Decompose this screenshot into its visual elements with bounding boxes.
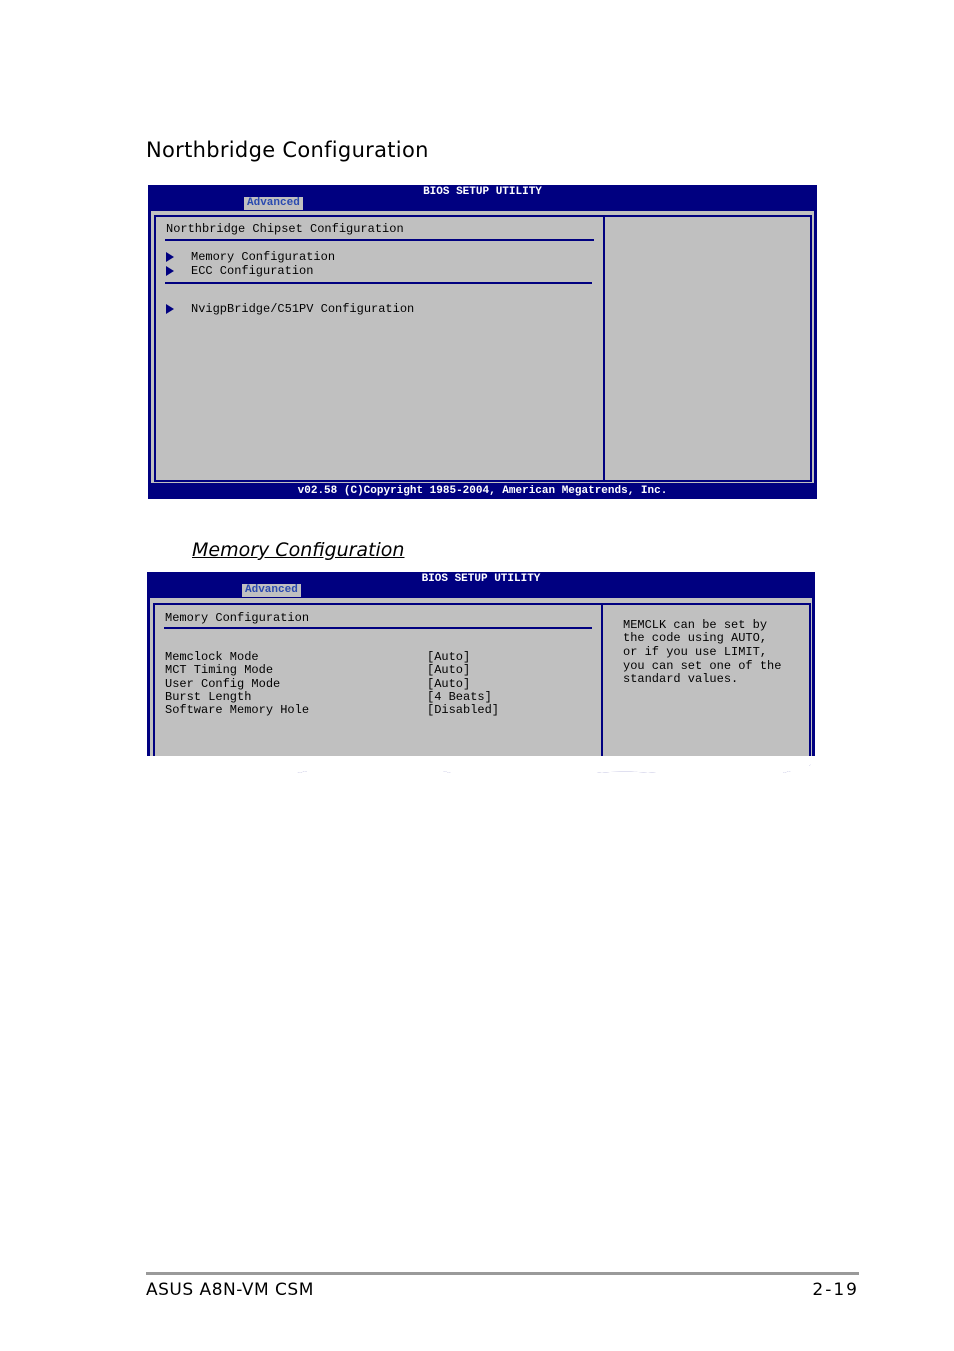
setting-burst-length-value[interactable]: [4 Beats] [427,690,492,704]
bios-header [147,572,815,598]
bios-copyright: v02.58 (C)Copyright 1985-2004, American Megatrends, Inc. [297,485,668,497]
setting-mct-timing-mode-value[interactable]: [Auto] [427,663,471,677]
setting-software-memory-hole[interactable]: Software Memory Hole [165,703,310,717]
heading-underline [164,627,592,629]
setting-memclock-mode[interactable]: Memclock Mode [165,650,259,664]
group-separator [165,282,592,284]
bios-screen-northbridge [148,185,817,499]
section-title: Northbridge Configuration [146,138,429,162]
setting-memclock-mode-value[interactable]: [Auto] [427,650,471,664]
bios-title: BIOS SETUP UTILITY [421,573,541,585]
tab-advanced[interactable]: Advanced [242,584,301,597]
menu-heading: Memory Configuration [165,611,310,625]
submenu-arrow-icon [166,252,174,262]
help-text: standard values. [623,672,739,686]
bios-screen-memory [147,572,815,761]
help-text: MEMCLK can be set by [623,618,768,632]
submenu-arrow-icon [166,304,174,314]
setting-burst-length[interactable]: Burst Length [165,690,252,704]
bios-header [148,185,817,211]
menu-item-memory-configuration[interactable]: Memory Configuration [191,250,336,264]
menu-item-nvigpbridge-configuration[interactable]: NvigpBridge/C51PV Configuration [191,302,415,316]
heading-underline [165,239,594,241]
tab-advanced[interactable]: Advanced [244,197,303,210]
panel-divider [603,215,605,482]
footer-rule [146,1272,859,1275]
submenu-arrow-icon [166,266,174,276]
setting-user-config-mode-value[interactable]: [Auto] [427,677,471,691]
setting-software-memory-hole-value[interactable]: [Disabled] [427,703,500,717]
subsection-title: Memory Configuration [192,539,405,561]
bios-title: BIOS SETUP UTILITY [423,186,542,198]
footer-page-number: 2-19 [812,1280,859,1300]
footer-model: ASUS A8N-VM CSM [146,1280,314,1300]
setting-mct-timing-mode[interactable]: MCT Timing Mode [165,663,274,677]
panel-divider [601,603,603,761]
help-text: or if you use LIMIT, [623,645,768,659]
torn-edge [140,756,820,790]
setting-user-config-mode[interactable]: User Config Mode [165,677,281,691]
menu-item-ecc-configuration[interactable]: ECC Configuration [191,264,314,278]
help-text: the code using AUTO, [623,631,768,645]
menu-heading: Northbridge Chipset Configuration [166,222,404,236]
help-text: you can set one of the [623,659,782,673]
